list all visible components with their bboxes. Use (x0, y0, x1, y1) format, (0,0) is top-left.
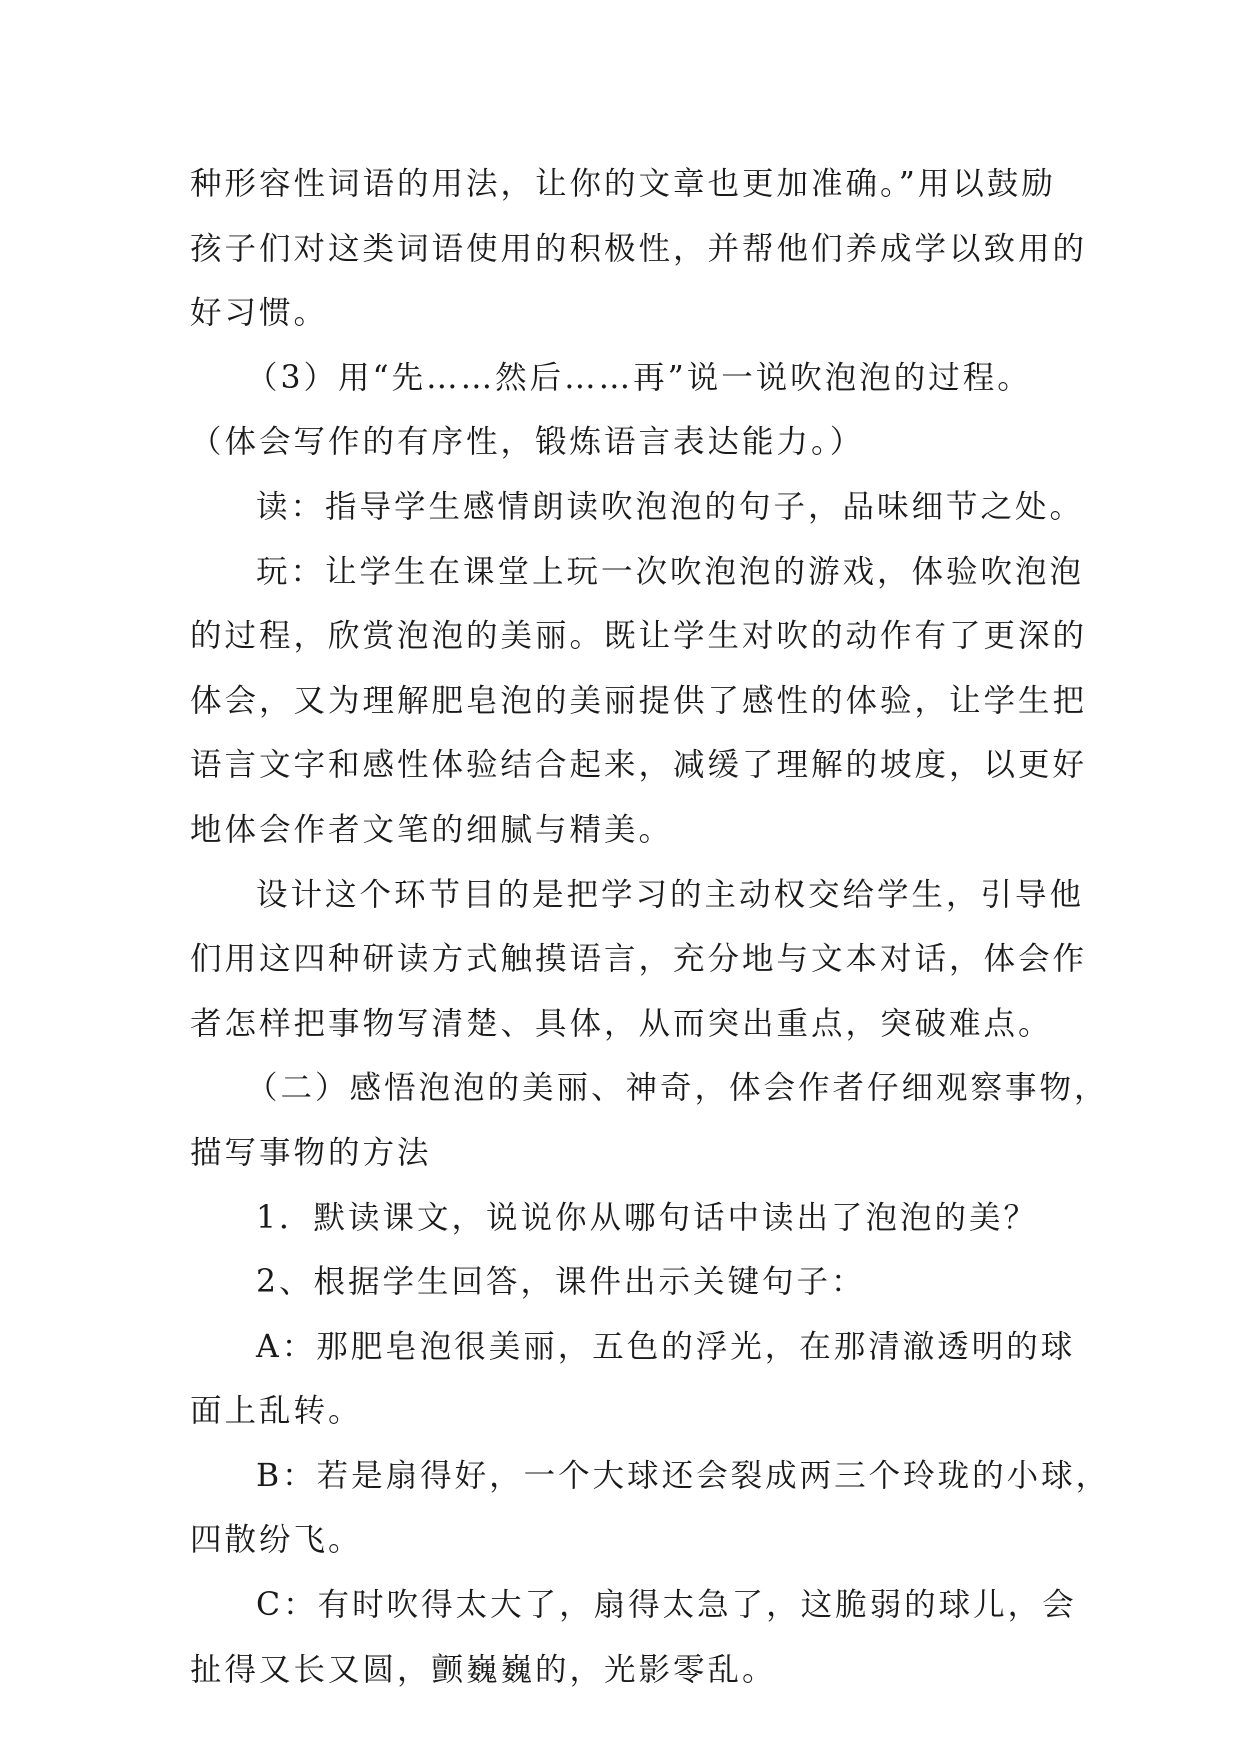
paragraph-line: （体会写作的有序性，锻炼语言表达能力。） (190, 424, 865, 461)
paragraph-line: 面上乱转。 (190, 1393, 363, 1430)
paragraph-line: （3）用“先……然后……再”说一说吹泡泡的过程。 (246, 359, 1032, 396)
paragraph-line: 1．默读课文，说说你从哪句话中读出了泡泡的美？ (256, 1199, 1039, 1236)
paragraph-line: 玩：让学生在课堂上玩一次吹泡泡的游戏，体验吹泡泡 (256, 553, 1085, 590)
paragraph-line: 设计这个环节目的是把学习的主动权交给学生，引导他 (256, 876, 1085, 913)
paragraph-line: A：那肥皂泡很美丽，五色的浮光，在那清澈透明的球 (256, 1328, 1076, 1365)
document-body (190, 152, 1111, 1702)
paragraph-line: 好习惯。 (190, 295, 329, 332)
paragraph-line: 的过程，欣赏泡泡的美丽。既让学生对吹的动作有了更深的 (190, 618, 1088, 655)
paragraph-line: 描写事物的方法 (190, 1134, 432, 1171)
paragraph-line: 2、根据学生回答，课件出示关键句子： (256, 1264, 866, 1301)
paragraph-line: 孩子们对这类词语使用的积极性，并帮他们养成学以致用的 (190, 230, 1088, 267)
paragraph-line: C：有时吹得太大了，扇得太急了，这脆弱的球儿，会 (256, 1587, 1077, 1624)
paragraph-line: （二）感悟泡泡的美丽、神奇，体会作者仔细观察事物， (246, 1070, 1109, 1107)
paragraph-line: 体会，又为理解肥皂泡的美丽提供了感性的体验，让学生把 (190, 682, 1088, 719)
paragraph-line: B：若是扇得好，一个大球还会裂成两三个玲珑的小球， (256, 1457, 1111, 1494)
paragraph-line: 四散纷飞。 (190, 1522, 363, 1559)
paragraph-line: 者怎样把事物写清楚、具体，从而突出重点，突破难点。 (190, 1005, 1053, 1042)
paragraph-line: 地体会作者文笔的细腻与精美。 (190, 811, 674, 848)
paragraph-line: 们用这四种研读方式触摸语言，充分地与文本对话，体会作 (190, 941, 1088, 978)
paragraph-line: 读：指导学生感情朗读吹泡泡的句子，品味细节之处。 (256, 488, 1085, 525)
paragraph-line: 种形容性词语的用法，让你的文章也更加准确。”用以鼓励 (190, 166, 1056, 202)
paragraph-line: 扯得又长又圆，颤巍巍的，光影零乱。 (190, 1651, 777, 1688)
paragraph-line: 语言文字和感性体验结合起来，减缓了理解的坡度，以更好 (190, 747, 1088, 784)
